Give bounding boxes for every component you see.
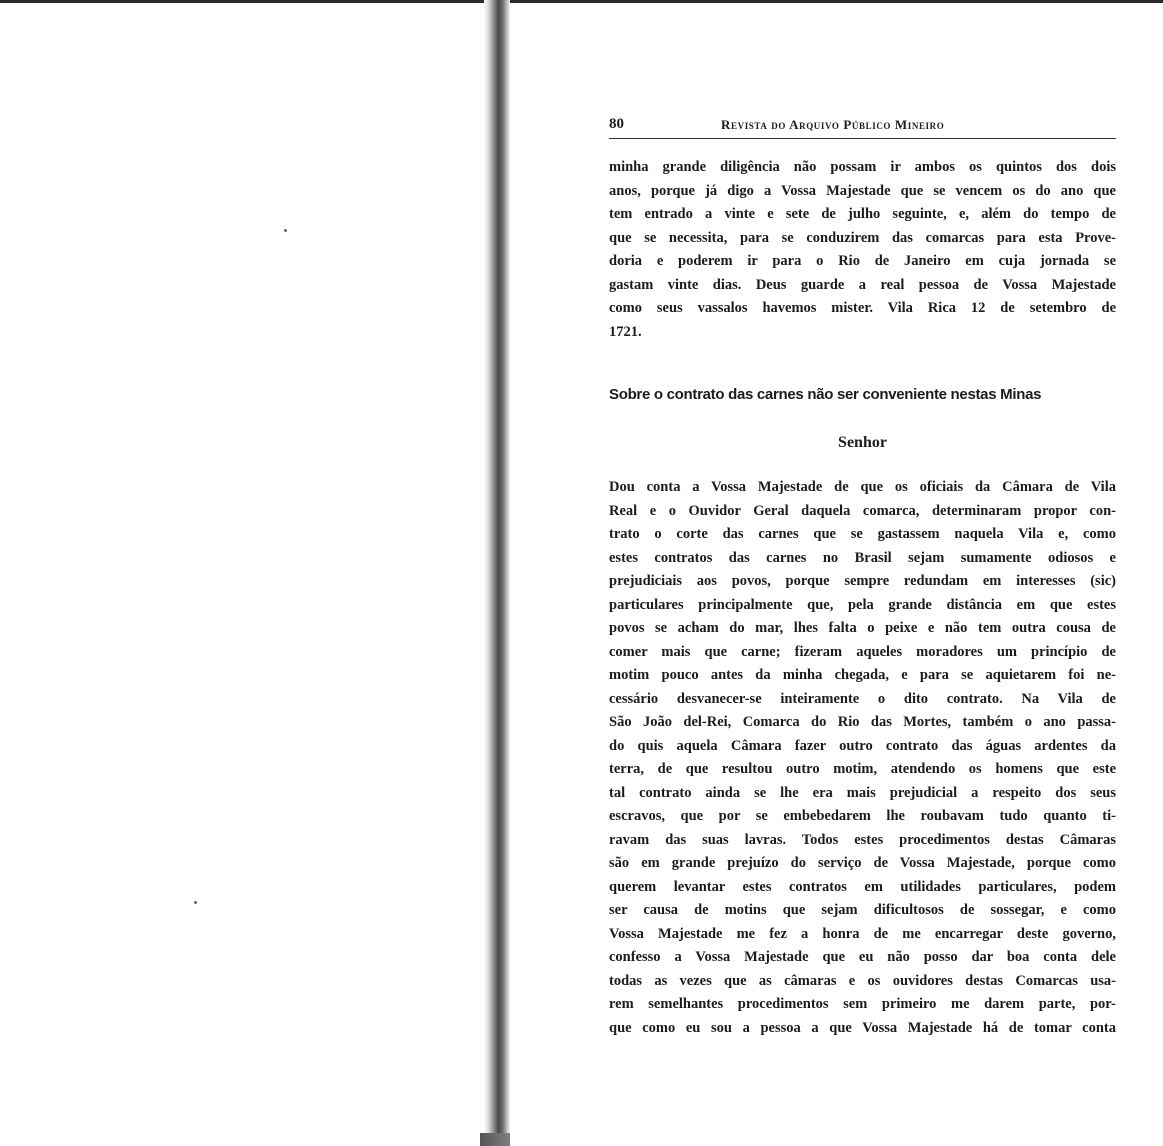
text-line: terra, de que resultou outro motim, atendendo os homens que este (609, 761, 1116, 777)
text-line: Vossa Majestade me fez a honra de me encarregar deste governo, (609, 925, 1116, 942)
text-line: do quis aquela Câmara fazer outro contrato das águas ardentes da (609, 737, 1116, 754)
page-number: 80 (609, 116, 624, 132)
section-title: Sobre o contrato das carnes não ser conveniente nestas Minas (609, 386, 1042, 403)
text-line: tal contrato ainda se lhe era mais prejudicial a respeito dos seus (609, 784, 1116, 801)
text-line: todas as vezes que as câmaras e os ouvidores destas Comarcas usa- (609, 972, 1116, 989)
text-line: confesso a Vossa Majestade que eu não posso dar boa conta dele (609, 949, 1116, 965)
text-line: 1721. (609, 323, 642, 340)
continuation-paragraph (609, 156, 1116, 344)
text-line: estes contratos das carnes no Brasil sejam sumamente odiosos e (609, 549, 1116, 566)
salutation: Senhor (838, 434, 887, 451)
text-line: São João del-Rei, Comarca do Rio das Mortes, também o ano passa- (609, 714, 1116, 730)
left-blank-page (0, 3, 488, 1146)
text-line: comer mais que carne; fizeram aqueles moradores um princípio de (609, 643, 1116, 660)
running-head: Revista do Arquivo Público Mineiro (721, 117, 945, 132)
text-line: tem entrado a vinte e sete de julho seguinte, e, além do tempo de (609, 206, 1116, 222)
text-line: rem semelhantes procedimentos sem primeiro me darem parte, por- (609, 996, 1116, 1012)
text-line: anos, porque já digo a Vossa Majestade que se vencem os do ano que (609, 182, 1116, 199)
text-line: como seus vassalos havemos mister. Vila Rica 12 de setembro de (609, 300, 1116, 316)
text-line: motim pouco antes da minha chegada, e para se aquietarem foi ne- (609, 667, 1116, 683)
text-line: doria e poderem ir para o Rio de Janeiro em cuja jornada se (609, 253, 1116, 269)
text-line: ser causa de motins que sejam dificultosos de sossegar, e como (609, 902, 1116, 918)
scan-speck (284, 229, 287, 232)
text-line: querem levantar estes contratos em utilidades particulares, podem (609, 878, 1116, 895)
text-line: que se necessita, para se conduzirem das comarcas para esta Prove- (609, 229, 1116, 246)
text-line: trato o corte das carnes que se gastassem naquela Vila e, como (609, 526, 1116, 542)
text-line: ravam das suas lavras. Todos estes procedimentos destas Câmaras (609, 831, 1116, 848)
text-line: prejudiciais aos povos, porque sempre redundam em interesses (sic) (609, 573, 1116, 589)
text-line: escravos, que por se embebedarem lhe roubavam tudo quanto ti- (609, 808, 1116, 824)
text-line: que como eu sou a pessoa a que Vossa Majestade há de tomar conta (609, 1019, 1116, 1036)
text-line: são em grande prejuízo do serviço de Vossa Majestade, porque como (609, 855, 1116, 871)
text-line: Real e o Ouvidor Geral daquela comarca, determinaram propor con- (609, 502, 1116, 519)
book-gutter (484, 0, 510, 1146)
text-line: particulares principalmente que, pela grande distância em que estes (609, 596, 1116, 613)
text-line: Dou conta a Vossa Majestade de que os oficiais da Câmara de Vila (609, 479, 1116, 495)
scan-speck (194, 901, 197, 904)
text-line: povos se acham do mar, lhes falta o peixe e não tem outra cousa de (609, 620, 1116, 636)
body-paragraph (609, 476, 1116, 1040)
text-line: minha grande diligência não possam ir ambos os quintos dos dois (609, 159, 1116, 175)
page-header (609, 116, 1116, 139)
text-line: gastam vinte dias. Deus guarde a real pessoa de Vossa Majestade (609, 276, 1116, 293)
text-line: cessário desvanecer-se inteiramente o dito contrato. Na Vila de (609, 690, 1116, 707)
